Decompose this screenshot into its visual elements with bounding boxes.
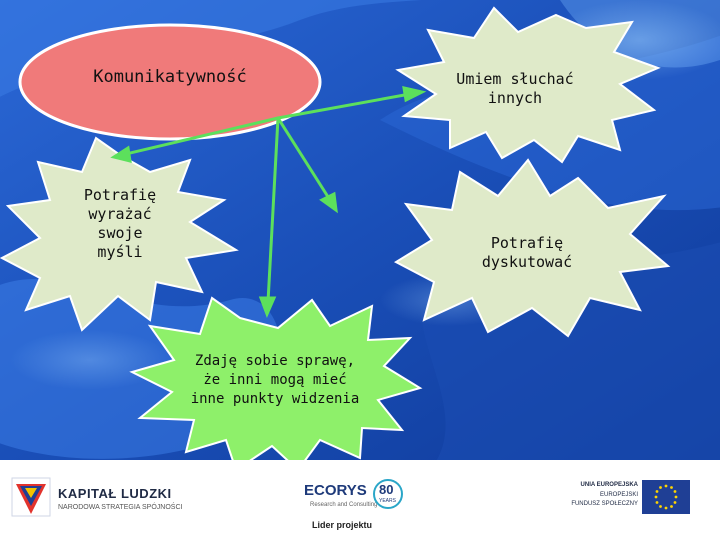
footer-logos: [0, 460, 720, 540]
express-label: Potrafię wyrażać swoje myśli: [83, 186, 157, 261]
listen-label: Umiem słuchać innych: [456, 70, 574, 107]
perspective-label: Zdaję sobie sprawę, że inni mogą mieć inne punkty widzenia: [190, 353, 360, 407]
eu-line3: FUNDUSZ SPOŁECZNY: [571, 501, 638, 507]
eu-line2: EUROPEJSKI: [599, 492, 638, 498]
eu-flag-icon: [642, 480, 690, 514]
years-number: 80: [379, 482, 394, 497]
center-label: Komunikatywność: [93, 67, 247, 87]
kapital-ludzki-logo: [10, 474, 190, 524]
ecorys-sub: Research and Consulting: [310, 502, 378, 508]
eu-logo: [560, 480, 710, 520]
leader-label: Lider projektu: [312, 520, 373, 530]
ecorys-name: ECORYS: [304, 482, 367, 499]
ecorys-logo: [300, 476, 410, 540]
years-label: YEARS: [379, 498, 396, 504]
kl-subtitle: NARODOWA STRATEGIA SPÓJNOŚCI: [58, 504, 183, 511]
discuss-label: Potrafię dyskutować: [481, 234, 573, 271]
kapital-ludzki-emblem: [10, 476, 52, 518]
eu-line1: UNIA EUROPEJSKA: [580, 482, 638, 488]
kl-title: KAPITAŁ LUDZKI: [58, 486, 172, 501]
